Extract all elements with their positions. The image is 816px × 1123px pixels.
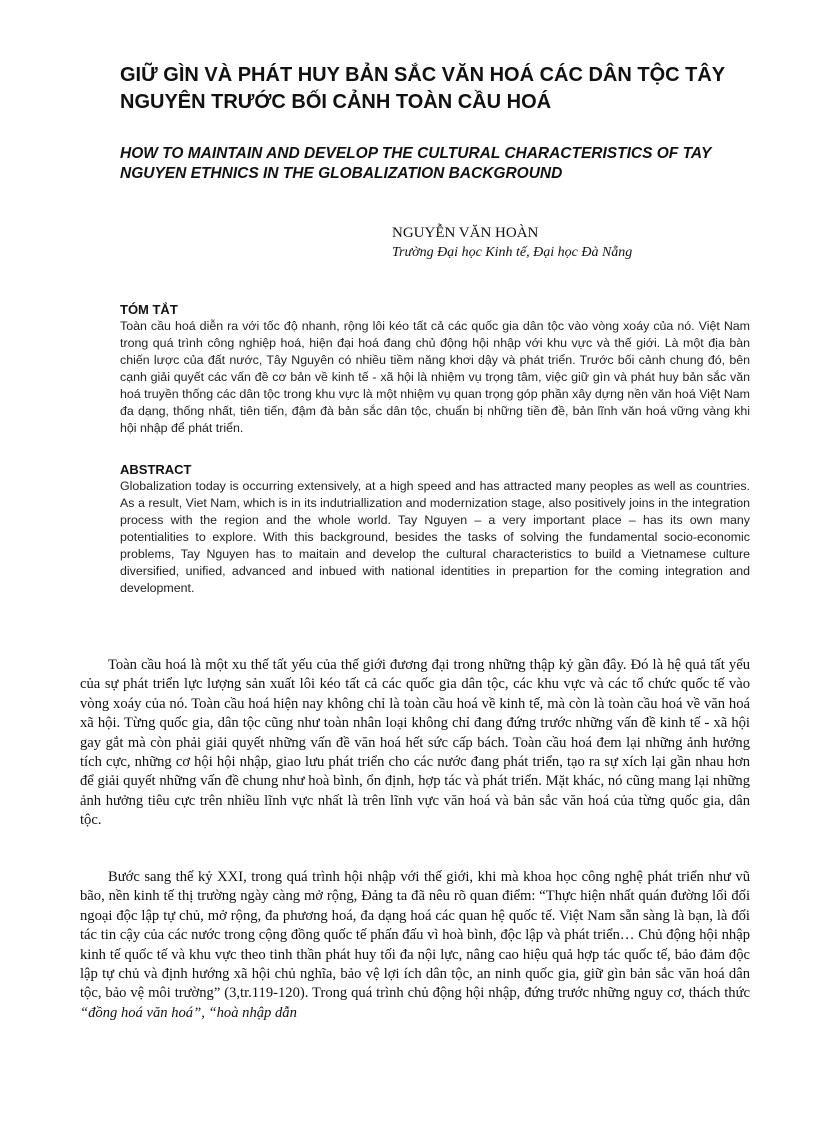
body-paragraph-1: Toàn cầu hoá là một xu thế tất yếu của thế giới đương đại trong những thập kỷ gần đây. Đó là hệ quả tất yếu của sự phát triển lực lượng sản xuất lôi kéo tất cả các quốc gia dân tộc, các khu vực và các tổ chức quốc tế vào vòng xoáy của nó. Toàn cầu hoá hiện nay không chỉ là toàn cầu hoá về kinh tế, mà còn là toàn cầu hoá về văn hoá xã hội. Từng quốc gia, dân tộc cũng như toàn nhân loại không chỉ đang đứng trước những vấn đề kinh tế - xã hội gay gắt mà còn phải giải quyết những vấn đề văn hoá hết sức cấp bách. Toàn cầu hoá đem lại những ảnh hưởng tích cực, những cơ hội hội nhập, giao lưu phát triển cho các nước đang phát triển, tạo ra sự xích lại gần nhau hơn để giải quyết những vấn đề chung như hoà bình, ổn định, hợp tác và phát triển. Mặt khác, nó cũng mang lại những ảnh hưởng tiêu cực trên nhiều lĩnh vực nhất là trên lĩnh vực văn hoá và bản sắc văn hoá của từng quốc gia, dân tộc.	[80, 657, 750, 829]
tomtat-body: Toàn cầu hoá diễn ra với tốc độ nhanh, rộng lôi kéo tất cả các quốc gia dân tộc vào vòng xoáy của nó. Việt Nam trong quá trình công nghiệp hoá, hiện đại hoá đang chủ động hội nhập với khu vực và thế giới. Là một địa bàn chiến lược của đất nước, Tây Nguyên có nhiều tiềm năng khơi dậy và phát triển. Trước bối cảnh chung đó, bên cạnh giải quyết các vấn đề cơ bản về kinh tế - xã hội là nhiệm vụ trọng tâm, việc giữ gìn và phát huy bản sắc văn hoá truyền thống các dân tộc trong khu vực là một nhiệm vụ quan trọng góp phần xây dựng nền văn hoá Việt Nam đa dạng, thống nhất, tiên tiến, đậm đà bản sắc dân tộc, chuẩn bị những tiền đề, bản lĩnh văn hoá vững vàng khi hội nhập để phát triển.	[120, 319, 750, 435]
title-english: HOW TO MAINTAIN AND DEVELOP THE CULTURAL CHARACTERISTICS OF TAY NGUYEN ETHNICS IN THE GLOBALIZATION BACKGROUND	[120, 145, 711, 182]
abstract-heading: ABSTRACT	[120, 462, 192, 477]
body-paragraph-2	[80, 868, 750, 1023]
body-paragraph-2-italic-quote: “đồng hoá văn hoá”, “hoà nhập dẫn	[80, 1004, 297, 1021]
author-name: NGUYỄN VĂN HOÀN	[392, 225, 539, 241]
author-affiliation: Trường Đại học Kinh tế, Đại học Đà Nẵng	[392, 245, 633, 260]
abstract-body: Globalization today is occurring extensively, at a high speed and has attracted many peoples as well as countries. As a result, Viet Nam, which is in its indutriallization and modernization stage, also positively joins in the integration process with the region and the whole world. Tay Nguyen – a very important place – has its own many potentialities to explore. With this background, besides the tasks of solving the fundamental socio-economic problems, Tay Nguyen has to maitain and develop the cultural characteristics to build a Vietnamese culture diversified, unified, advanced and inbued with national identities in prepartion for the coming integration and development.	[120, 479, 750, 595]
body-paragraph-2-text: Bước sang thế kỷ XXI, trong quá trình hội nhập với thế giới, khi mà khoa học công nghệ phát triển như vũ bão, nền kinh tế thị trường ngày càng mở rộng, Đảng ta đã nêu rõ quan điểm: “Thực hiện nhất quán đường lối đối ngoại độc lập tự chủ, mở rộng, đa phương hoá, đa dạng hoá các quan hệ quốc tế. Việt Nam sẵn sàng là bạn, là đối tác tin cậy của các nước trong cộng đồng quốc tế phấn đấu vì hoà bình, độc lập và phát triển… Chủ động hội nhập kinh tế quốc tế và khu vực theo tinh thần phát huy tối đa nội lực, nâng cao hiệu quả hợp tác quốc tế, bảo đảm độc lập tự chủ và định hướng xã hội chủ nghĩa, bảo vệ lợi ích dân tộc, an ninh quốc gia, giữ gìn bản sắc văn hoá dân tộc, bảo vệ môi trường” (3,tr.119-120). Trong quá trình chủ động hội nhập, đứng trước những nguy cơ, thách thức	[80, 869, 750, 1002]
tomtat-heading: TÓM TẮT	[120, 302, 178, 317]
title-vietnamese: GIỮ GÌN VÀ PHÁT HUY BẢN SẮC VĂN HOÁ CÁC DÂN TỘC TÂY NGUYÊN TRƯỚC BỐI CẢNH TOÀN CẦU HOÁ	[120, 64, 725, 113]
